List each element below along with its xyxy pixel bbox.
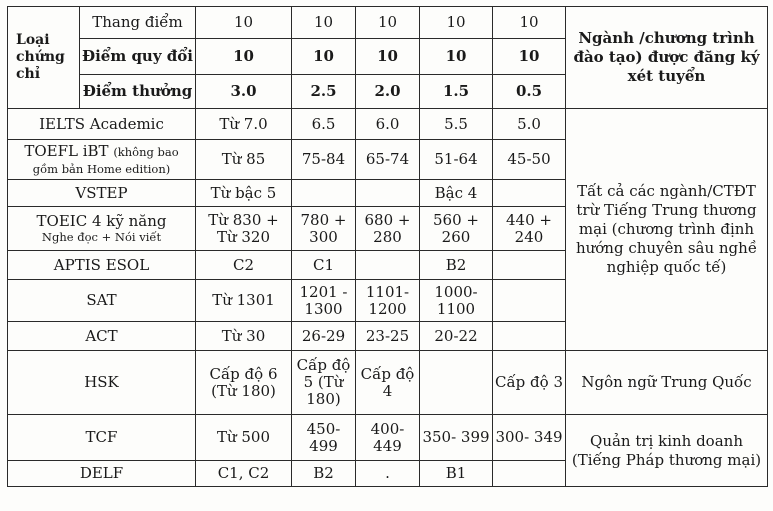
score-cell — [493, 251, 566, 280]
score-cell: Bậc 4 — [420, 180, 493, 207]
program-header: Ngành /chương trình đào tạo) được đăng ký xét tuyển — [566, 7, 768, 109]
score-cell: 6.5 — [292, 109, 356, 140]
score-cell: 440 + 240 — [493, 207, 566, 251]
score-cell: 400- 449 — [356, 415, 420, 461]
header-cell: 10 — [356, 39, 420, 75]
score-cell: 1101- 1200 — [356, 280, 420, 322]
header-cell: 10 — [356, 7, 420, 39]
score-cell: 5.0 — [493, 109, 566, 140]
score-cell: B2 — [292, 461, 356, 487]
header-cell: 10 — [292, 39, 356, 75]
score-cell — [356, 180, 420, 207]
header-cell: 2.0 — [356, 75, 420, 109]
score-cell: Cấp độ 5 (Từ 180) — [292, 351, 356, 415]
table-row — [8, 351, 768, 415]
score-cell — [420, 351, 493, 415]
certificate-name: DELF — [8, 461, 196, 487]
header-cell: 10 — [420, 39, 493, 75]
table-row — [8, 109, 768, 140]
score-cell: 51-64 — [420, 140, 493, 180]
score-cell — [292, 180, 356, 207]
score-cell: 680 + 280 — [356, 207, 420, 251]
score-cell: 350- 399 — [420, 415, 493, 461]
score-cell: 23-25 — [356, 322, 420, 351]
program-french: Quản trị kinh doanh (Tiếng Pháp thương mại) — [566, 415, 768, 487]
score-cell: 65-74 — [356, 140, 420, 180]
header-cell: 10 — [493, 39, 566, 75]
header-cell: 10 — [196, 39, 292, 75]
certificate-title: TOEFL iBT — [24, 141, 109, 160]
header-label: Thang điểm — [80, 7, 196, 39]
corner-label-line: chứng — [16, 49, 65, 65]
score-cell: . — [356, 461, 420, 487]
certificate-title: TOEIC 4 kỹ năng — [36, 212, 167, 230]
score-cell: 300- 349 — [493, 415, 566, 461]
score-cell: C1, C2 — [196, 461, 292, 487]
score-cell: 450- 499 — [292, 415, 356, 461]
header-cell: 10 — [493, 7, 566, 39]
score-cell: 1201 - 1300 — [292, 280, 356, 322]
certificate-conversion-table — [7, 6, 768, 487]
score-cell: Từ 7.0 — [196, 109, 292, 140]
score-cell: Từ 1301 — [196, 280, 292, 322]
header-cell: 1.5 — [420, 75, 493, 109]
certificate-name: VSTEP — [8, 180, 196, 207]
certificate-name — [8, 140, 196, 180]
score-cell: Từ bậc 5 — [196, 180, 292, 207]
score-cell: 45-50 — [493, 140, 566, 180]
score-cell: 26-29 — [292, 322, 356, 351]
score-cell: 20-22 — [420, 322, 493, 351]
score-cell: 560 + 260 — [420, 207, 493, 251]
certificate-note: Nghe đọc + Nói viết — [41, 230, 162, 244]
corner-label-line: chỉ — [16, 66, 41, 82]
score-cell: Cấp độ 3 — [493, 351, 566, 415]
score-cell — [493, 322, 566, 351]
score-cell: 780 + 300 — [292, 207, 356, 251]
header-cell: 0.5 — [493, 75, 566, 109]
score-cell: B2 — [420, 251, 493, 280]
score-cell: B1 — [420, 461, 493, 487]
score-cell: Cấp độ 6 (Từ 180) — [196, 351, 292, 415]
score-cell: 5.5 — [420, 109, 493, 140]
program-all: Tất cả các ngành/CTĐT trừ Tiếng Trung thương mại (chương trình định hướng chuyên sâu nghề nghiệp quốc tế) — [566, 109, 768, 351]
corner-label — [8, 7, 80, 109]
certificate-name: ACT — [8, 322, 196, 351]
score-cell — [493, 461, 566, 487]
score-cell: Từ 30 — [196, 322, 292, 351]
certificate-name: TCF — [8, 415, 196, 461]
table-row — [8, 415, 768, 461]
header-row-scale — [8, 7, 768, 39]
score-cell — [493, 180, 566, 207]
header-cell: 10 — [420, 7, 493, 39]
certificate-name: APTIS ESOL — [8, 251, 196, 280]
header-label: Điểm quy đổi — [80, 39, 196, 75]
score-cell: Cấp độ 4 — [356, 351, 420, 415]
certificate-name: SAT — [8, 280, 196, 322]
score-cell: Từ 830 + Từ 320 — [196, 207, 292, 251]
score-cell: 6.0 — [356, 109, 420, 140]
score-cell — [493, 280, 566, 322]
corner-label-line: Loại — [16, 32, 50, 48]
header-cell: 3.0 — [196, 75, 292, 109]
score-cell: Từ 85 — [196, 140, 292, 180]
header-label: Điểm thưởng — [80, 75, 196, 109]
score-cell — [356, 251, 420, 280]
score-cell: 1000- 1100 — [420, 280, 493, 322]
header-cell: 10 — [292, 7, 356, 39]
program-chinese: Ngôn ngữ Trung Quốc — [566, 351, 768, 415]
header-cell: 10 — [196, 7, 292, 39]
certificate-name — [8, 207, 196, 251]
certificate-name: IELTS Academic — [8, 109, 196, 140]
score-cell: C2 — [196, 251, 292, 280]
header-cell: 2.5 — [292, 75, 356, 109]
certificate-table-container — [7, 6, 768, 487]
certificate-name: HSK — [8, 351, 196, 415]
score-cell: Từ 500 — [196, 415, 292, 461]
score-cell: 75-84 — [292, 140, 356, 180]
certificate-note: (không bao gồm bản Home edition) — [32, 144, 179, 176]
score-cell: C1 — [292, 251, 356, 280]
